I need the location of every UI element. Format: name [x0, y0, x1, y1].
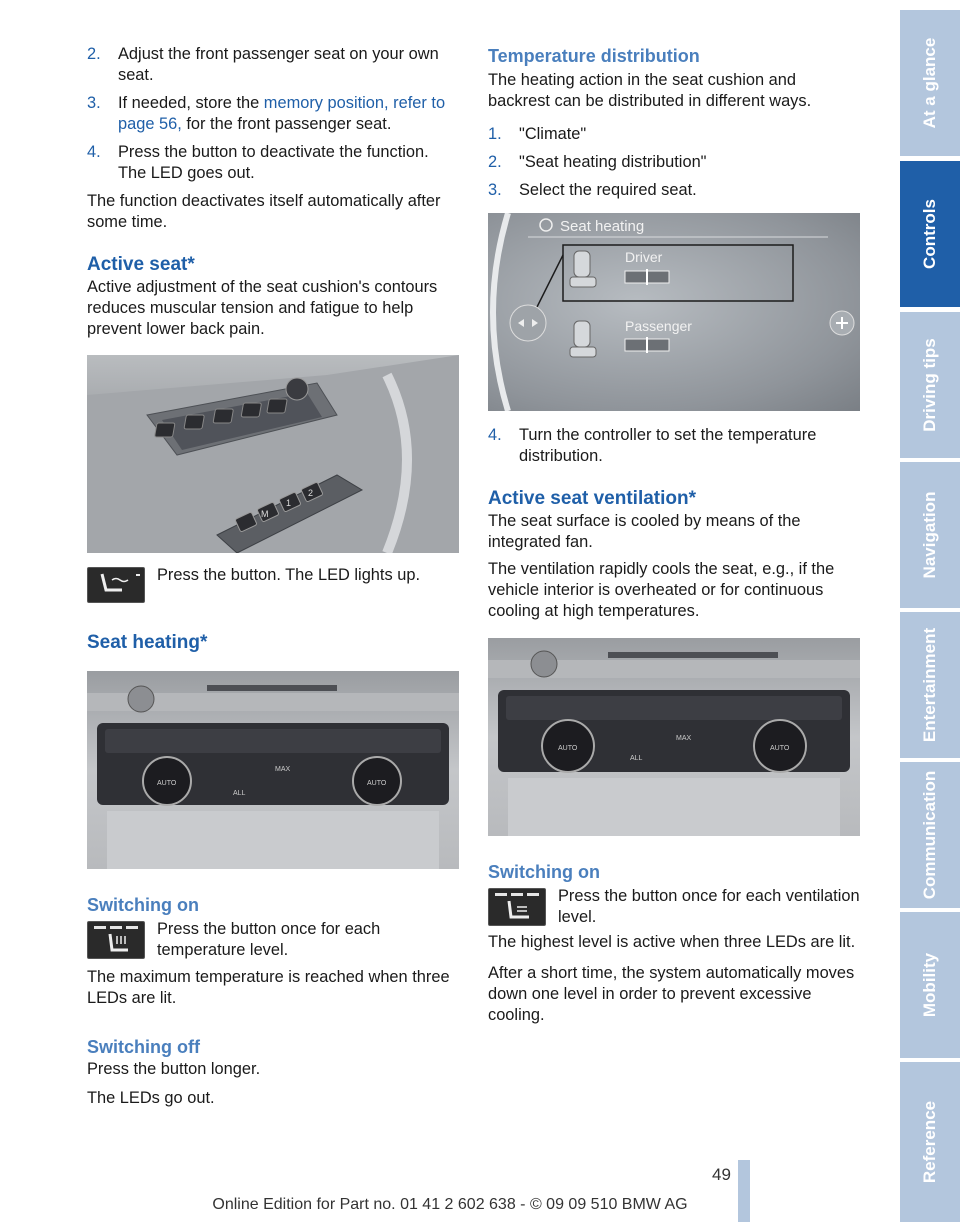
ventilation-text-2: The ventilation rapidly cools the seat, e.g., if the vehicle interior is overheated or for continuous cooling at high temperatures.: [488, 560, 835, 620]
tab-entertainment[interactable]: Entertainment: [900, 612, 960, 758]
chapter-sidebar: [900, 0, 960, 1222]
climate-panel-photo-left: [87, 671, 459, 869]
screen-title: Seat heating: [560, 218, 645, 235]
list-item: 3. If needed, store the memory position, refer to page 56, for the front passenger seat.: [87, 94, 446, 133]
steps-list-right: [488, 124, 862, 201]
page-number: 49: [712, 1165, 731, 1184]
list-item: 1. "Climate": [488, 125, 587, 143]
auto-deactivate-text: The function deactivates itself automatically after some time.: [87, 192, 441, 231]
temperature-distribution-text: The heating action in the seat cushion and backrest can be distributed in different ways.: [488, 71, 812, 110]
right-column: [488, 44, 862, 1026]
m-key-label: M: [261, 509, 269, 519]
seat-heating-screen-graphic: [488, 213, 860, 411]
highest-level-text: The highest level is active when three LEDs are lit.: [488, 933, 856, 951]
switch-off-text-1: Press the button longer.: [87, 1060, 261, 1078]
temperature-distribution-heading: Temperature distribution: [488, 46, 700, 66]
ventilation-button-row: [488, 886, 862, 928]
left-column: [87, 44, 461, 1109]
passenger-label: Passenger: [625, 318, 692, 334]
tab-controls[interactable]: Controls: [900, 161, 960, 307]
list-item: 4. Turn the controller to set the temperature distribution.: [488, 426, 817, 465]
seat-heating-heading: Seat heating*: [87, 632, 208, 653]
memory-position-link[interactable]: memory position, refer to page 56,: [118, 94, 446, 133]
passenger-seat-icon: [570, 321, 596, 357]
driver-label: Driver: [625, 249, 663, 265]
memory-1-label: 1: [286, 498, 292, 508]
all-label-2: ALL: [630, 755, 643, 762]
active-seat-button-icon: [87, 567, 145, 603]
tab-at-a-glance[interactable]: At a glance: [900, 10, 960, 156]
ventilation-text-1: The seat surface is cooled by means of the integrated fan.: [488, 512, 801, 551]
door-panel-illustration: [87, 355, 459, 553]
seat-heating-button-icon: [87, 921, 145, 959]
switch-off-text-2: The LEDs go out.: [87, 1089, 215, 1107]
heating-switch-on-text: Press the button once for each temperature level.: [157, 920, 381, 959]
seat-ventilation-button-icon: [488, 888, 546, 926]
tab-driving-tips[interactable]: Driving tips: [900, 312, 960, 458]
max-label: MAX: [275, 766, 291, 773]
active-seat-heading: Active seat*: [87, 254, 195, 275]
list-item: 3. Select the required seat.: [488, 181, 697, 199]
auto-label-left-2: AUTO: [558, 745, 578, 752]
heating-switching-on-heading: Switching on: [87, 895, 199, 915]
climate-panel-illustration-2: [488, 638, 860, 836]
tab-navigation[interactable]: Navigation: [900, 462, 960, 608]
active-seat-button-row: [87, 565, 461, 603]
climate-panel-illustration: [87, 671, 459, 869]
ventilation-heading: Active seat ventilation*: [488, 488, 697, 509]
driver-selection-frame: [563, 245, 793, 301]
ventilation-switching-on-heading: Switching on: [488, 862, 600, 882]
active-seat-button-text: Press the button. The LED lights up.: [157, 566, 421, 584]
tab-reference[interactable]: Reference: [900, 1062, 960, 1222]
door-panel-photo: [87, 355, 459, 553]
tab-mobility[interactable]: Mobility: [900, 912, 960, 1058]
seat-heating-icon: [88, 922, 144, 958]
auto-label-left: AUTO: [157, 780, 177, 787]
steps-list-right-2: [488, 425, 862, 467]
heating-switching-off-heading: Switching off: [87, 1037, 200, 1057]
climate-panel-photo-right: [488, 638, 860, 836]
list-item: 2. "Seat heating distribution": [488, 153, 707, 171]
driver-seat-icon: [570, 251, 596, 287]
auto-down-text: After a short time, the system automatically moves down one level in order to prevent excessive cooling.: [488, 964, 855, 1024]
gear-icon: [540, 219, 552, 231]
heating-button-row: [87, 919, 461, 961]
auto-label-right-2: AUTO: [770, 745, 790, 752]
footer-text: Online Edition for Part no. 01 41 2 602 638 - © 09 09 510 BMW AG: [212, 1196, 688, 1213]
active-seat-text: Active adjustment of the seat cushion's contours reduces muscular tension and fatigue to help prevent lower back pain.: [87, 278, 438, 338]
auto-label-right: AUTO: [367, 780, 387, 787]
tab-communication[interactable]: Communication: [900, 762, 960, 908]
list-item: 4. Press the button to deactivate the function. The LED goes out.: [87, 143, 429, 182]
ventilation-switch-on-text: Press the button once for each ventilation level.: [558, 887, 860, 926]
seat-heating-screen: [488, 213, 860, 411]
memory-2-label: 2: [308, 488, 314, 498]
steps-list-top: [87, 44, 461, 184]
max-temperature-text: The maximum temperature is reached when three LEDs are lit.: [87, 968, 450, 1007]
seat-ventilation-icon: [489, 889, 545, 925]
max-label-2: MAX: [676, 735, 692, 742]
seat-massage-icon: [88, 568, 144, 602]
all-label: ALL: [233, 790, 246, 797]
list-item: 2. Adjust the front passenger seat on your own seat.: [87, 45, 439, 84]
